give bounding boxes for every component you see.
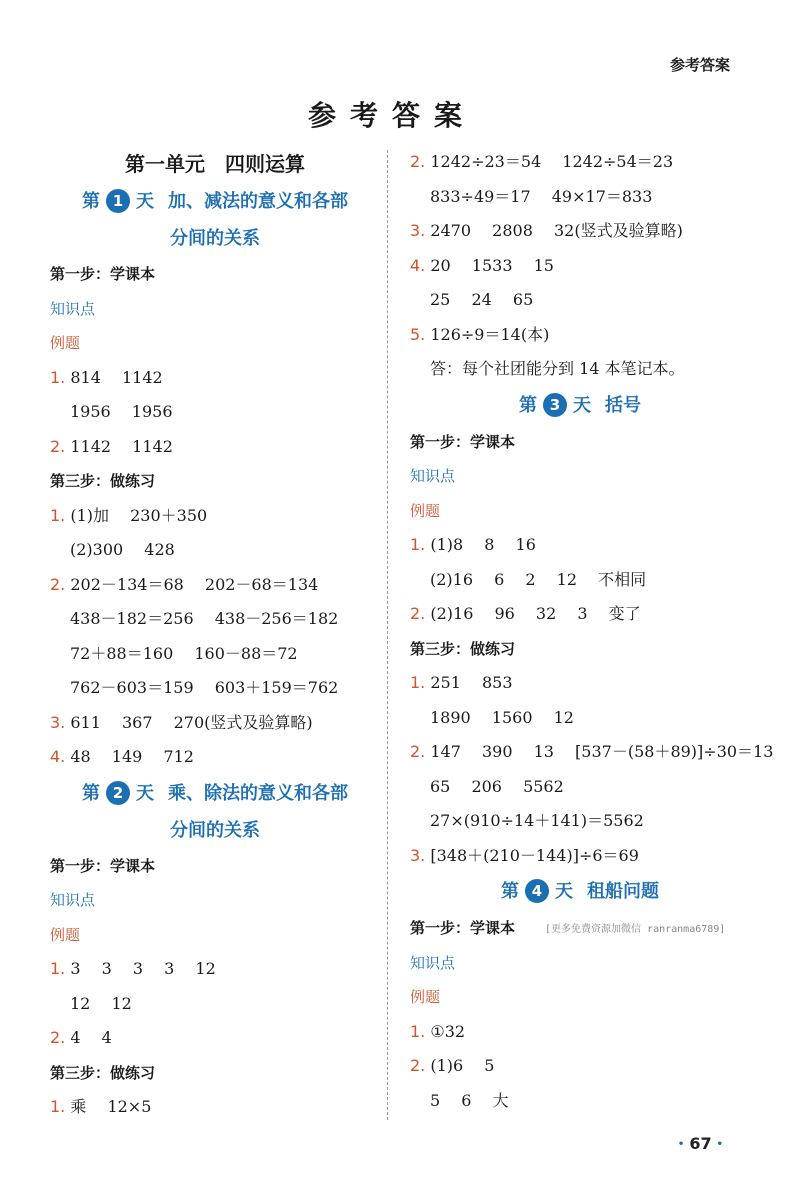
answer-line: 1. 3 3 3 3 12	[50, 959, 216, 978]
day1-example: 例题	[50, 334, 81, 352]
answer-line: 5. 126÷9＝14(本)	[410, 324, 550, 344]
answer-line: 3. 2470 2808 32(竖式及验算略)	[410, 221, 683, 240]
answer-line: 438－182＝256 438－256＝182	[70, 609, 339, 628]
day2-title-cont: 分间的关系	[170, 819, 260, 841]
answer-line: 1. 乘 12×5	[50, 1097, 152, 1116]
day4-prefix: 第	[501, 881, 519, 902]
day1-title-cont: 分间的关系	[170, 228, 260, 249]
answer-line: 答：每个社团能分到 14 本笔记本。	[430, 359, 685, 378]
answer-line: 1890 1560 12	[430, 707, 574, 727]
left-column	[50, 145, 380, 1125]
answer-line: 2. 4 4	[50, 1028, 112, 1047]
answer-line: 25 24 65	[430, 290, 534, 309]
day4-title: 租船问题	[587, 881, 659, 902]
answer-line: 65 206 5562	[430, 776, 564, 796]
day2-prefix: 第	[82, 782, 100, 804]
day2-number-badge: 2	[106, 781, 130, 805]
day1-knowledge: 知识点	[50, 299, 96, 318]
day1-title: 加、减法的意义和各部	[168, 191, 348, 212]
answer-line: 3. [348＋(210－144)]÷6＝69	[410, 845, 639, 865]
unit-title: 第一单元 四则运算	[125, 152, 305, 176]
day4-number-badge: 4	[525, 879, 549, 903]
day2-heading	[50, 775, 380, 813]
day3-title: 括号	[605, 394, 641, 416]
page-number: • 67 •	[677, 1134, 723, 1153]
day3-prefix: 第	[519, 394, 537, 416]
answer-line: 1956 1956	[70, 402, 173, 421]
day3-suffix: 天	[573, 394, 591, 416]
answer-line: (2)300 428	[70, 540, 175, 559]
day1-suffix: 天	[136, 191, 154, 212]
day1-step1: 第一步：学课本	[50, 265, 156, 283]
day4-heading	[410, 873, 750, 911]
watermark: [更多免费资源加微信 ranranma6789]	[545, 924, 726, 935]
day4-suffix: 天	[555, 881, 573, 902]
answer-line: 1. (1)8 8 16	[410, 535, 536, 554]
day1-prefix: 第	[82, 191, 100, 212]
answer-line: 2. 1142 1142	[50, 436, 173, 456]
day2-title: 乘、除法的意义和各部	[168, 782, 348, 804]
answer-line: 762－603＝159 603＋159＝762	[70, 678, 339, 697]
dot-icon: •	[716, 1139, 723, 1150]
answer-line: (2)16 6 2 12 不相同	[430, 569, 647, 589]
day2-step1: 第一步：学课本	[50, 856, 156, 875]
answer-line: 833÷49＝17 49×17＝833	[430, 186, 653, 206]
day2-knowledge: 知识点	[50, 891, 96, 909]
day1-step3: 第三步：做练习	[50, 472, 156, 490]
answer-line: 4. 20 1533 15	[410, 255, 554, 275]
day4-knowledge: 知识点	[410, 953, 456, 972]
answer-line: 1. 251 853	[410, 673, 513, 692]
answer-line: 2. 202－134＝68 202－68＝134	[50, 574, 319, 594]
day2-step3: 第三步：做练习	[50, 1063, 156, 1082]
answer-line: 72＋88＝160 160－88＝72	[70, 643, 298, 663]
day4-example: 例题	[410, 988, 441, 1006]
answer-line: 1. 814 1142	[50, 367, 163, 387]
page-title: 参考答案	[307, 99, 476, 132]
day3-example: 例题	[410, 501, 441, 520]
column-divider	[387, 150, 388, 1120]
answer-line: 5 6 大	[430, 1090, 509, 1110]
answer-line: 2. (2)16 96 32 3 变了	[410, 604, 641, 623]
answer-line: 1. ①32	[410, 1021, 466, 1041]
day3-number-badge: 3	[543, 393, 567, 417]
answer-line: 3. 611 367 270(竖式及验算略)	[50, 712, 313, 732]
day1-heading	[50, 183, 380, 221]
day2-suffix: 天	[136, 782, 154, 804]
answer-line: 2. (1)6 5	[410, 1056, 495, 1075]
right-column	[410, 145, 774, 1118]
dot-icon: •	[677, 1139, 685, 1150]
answer-line: 12 12	[70, 993, 132, 1013]
day4-step1: 第一步：学课本 [更多免费资源加微信 ranranma6789]	[410, 911, 750, 946]
day1-number-badge: 1	[106, 189, 130, 213]
day3-knowledge: 知识点	[410, 467, 456, 485]
answer-line: 27×(910÷14＋141)＝5562	[430, 811, 644, 830]
day3-heading	[410, 387, 750, 425]
answer-line: 1. (1)加 230＋350	[50, 505, 208, 525]
day2-example: 例题	[50, 925, 81, 944]
answer-line: 2. 1242÷23＝54 1242÷54＝23	[410, 152, 674, 171]
answer-line: 4. 48 149 712	[50, 747, 194, 766]
answer-line: 2. 147 390 13 [537－(58＋89)]÷30＝13	[410, 742, 774, 761]
day3-step1: 第一步：学课本	[410, 432, 516, 451]
header-tag: 参考答案	[669, 56, 730, 74]
day3-step3: 第三步：做练习	[410, 639, 516, 658]
